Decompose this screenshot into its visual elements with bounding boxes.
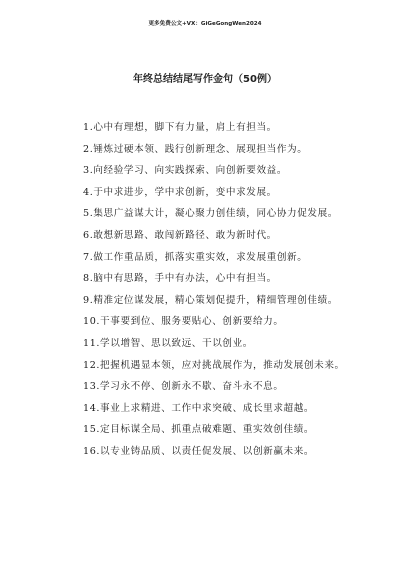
list-item: 10.干事要到位、服务要贴心、创新要给力。 [83, 316, 284, 328]
list-item: 13.学习永不停、创新永不歇、奋斗永不息。 [83, 381, 284, 393]
page-title: 年终总结结尾写作金句（50例） [133, 74, 277, 85]
list-item: 11.学以增智、思以致远、干以创业。 [83, 337, 253, 349]
header-note: 更多免费公文+VX：GiGeGongWen2024 [148, 21, 262, 27]
list-item: 7.做工作重品质，抓落实重实效，求发展重创新。 [83, 251, 308, 263]
list-item: 1.心中有理想，脚下有力量，肩上有担当。 [83, 122, 277, 133]
list-item: 3.向经验学习、向实践探索、向创新要效益。 [83, 165, 288, 177]
list-item: 12.把握机遇显本领，应对挑战展作为，推动发展创未来。 [83, 359, 345, 371]
list-item: 15.定目标谋全局、抓重点破难题、重实效创佳绩。 [83, 424, 315, 436]
list-item: 8.脑中有思路，手中有办法，心中有担当。 [83, 273, 277, 285]
list-item: 4.于中求进步，学中求创新，变中求发展。 [83, 186, 277, 198]
list-item: 6.敢想新思路、敢闯新路径、敢为新时代。 [83, 229, 277, 241]
list-item: 2.锤炼过硬本领、践行创新理念、展现担当作为。 [83, 143, 308, 155]
list-item: 9.精准定位谋发展，精心策划促提升，精细管理创佳绩。 [83, 294, 339, 306]
list-item: 5.集思广益谋大计，凝心聚力创佳绩，同心协力促发展。 [83, 208, 339, 220]
list-item: 14.事业上求精进、工作中求突破、成长里求超越。 [83, 402, 315, 414]
quote-list [69, 117, 351, 463]
list-item: 16.以专业铸品质、以责任促发展、以创新赢未来。 [83, 445, 315, 457]
